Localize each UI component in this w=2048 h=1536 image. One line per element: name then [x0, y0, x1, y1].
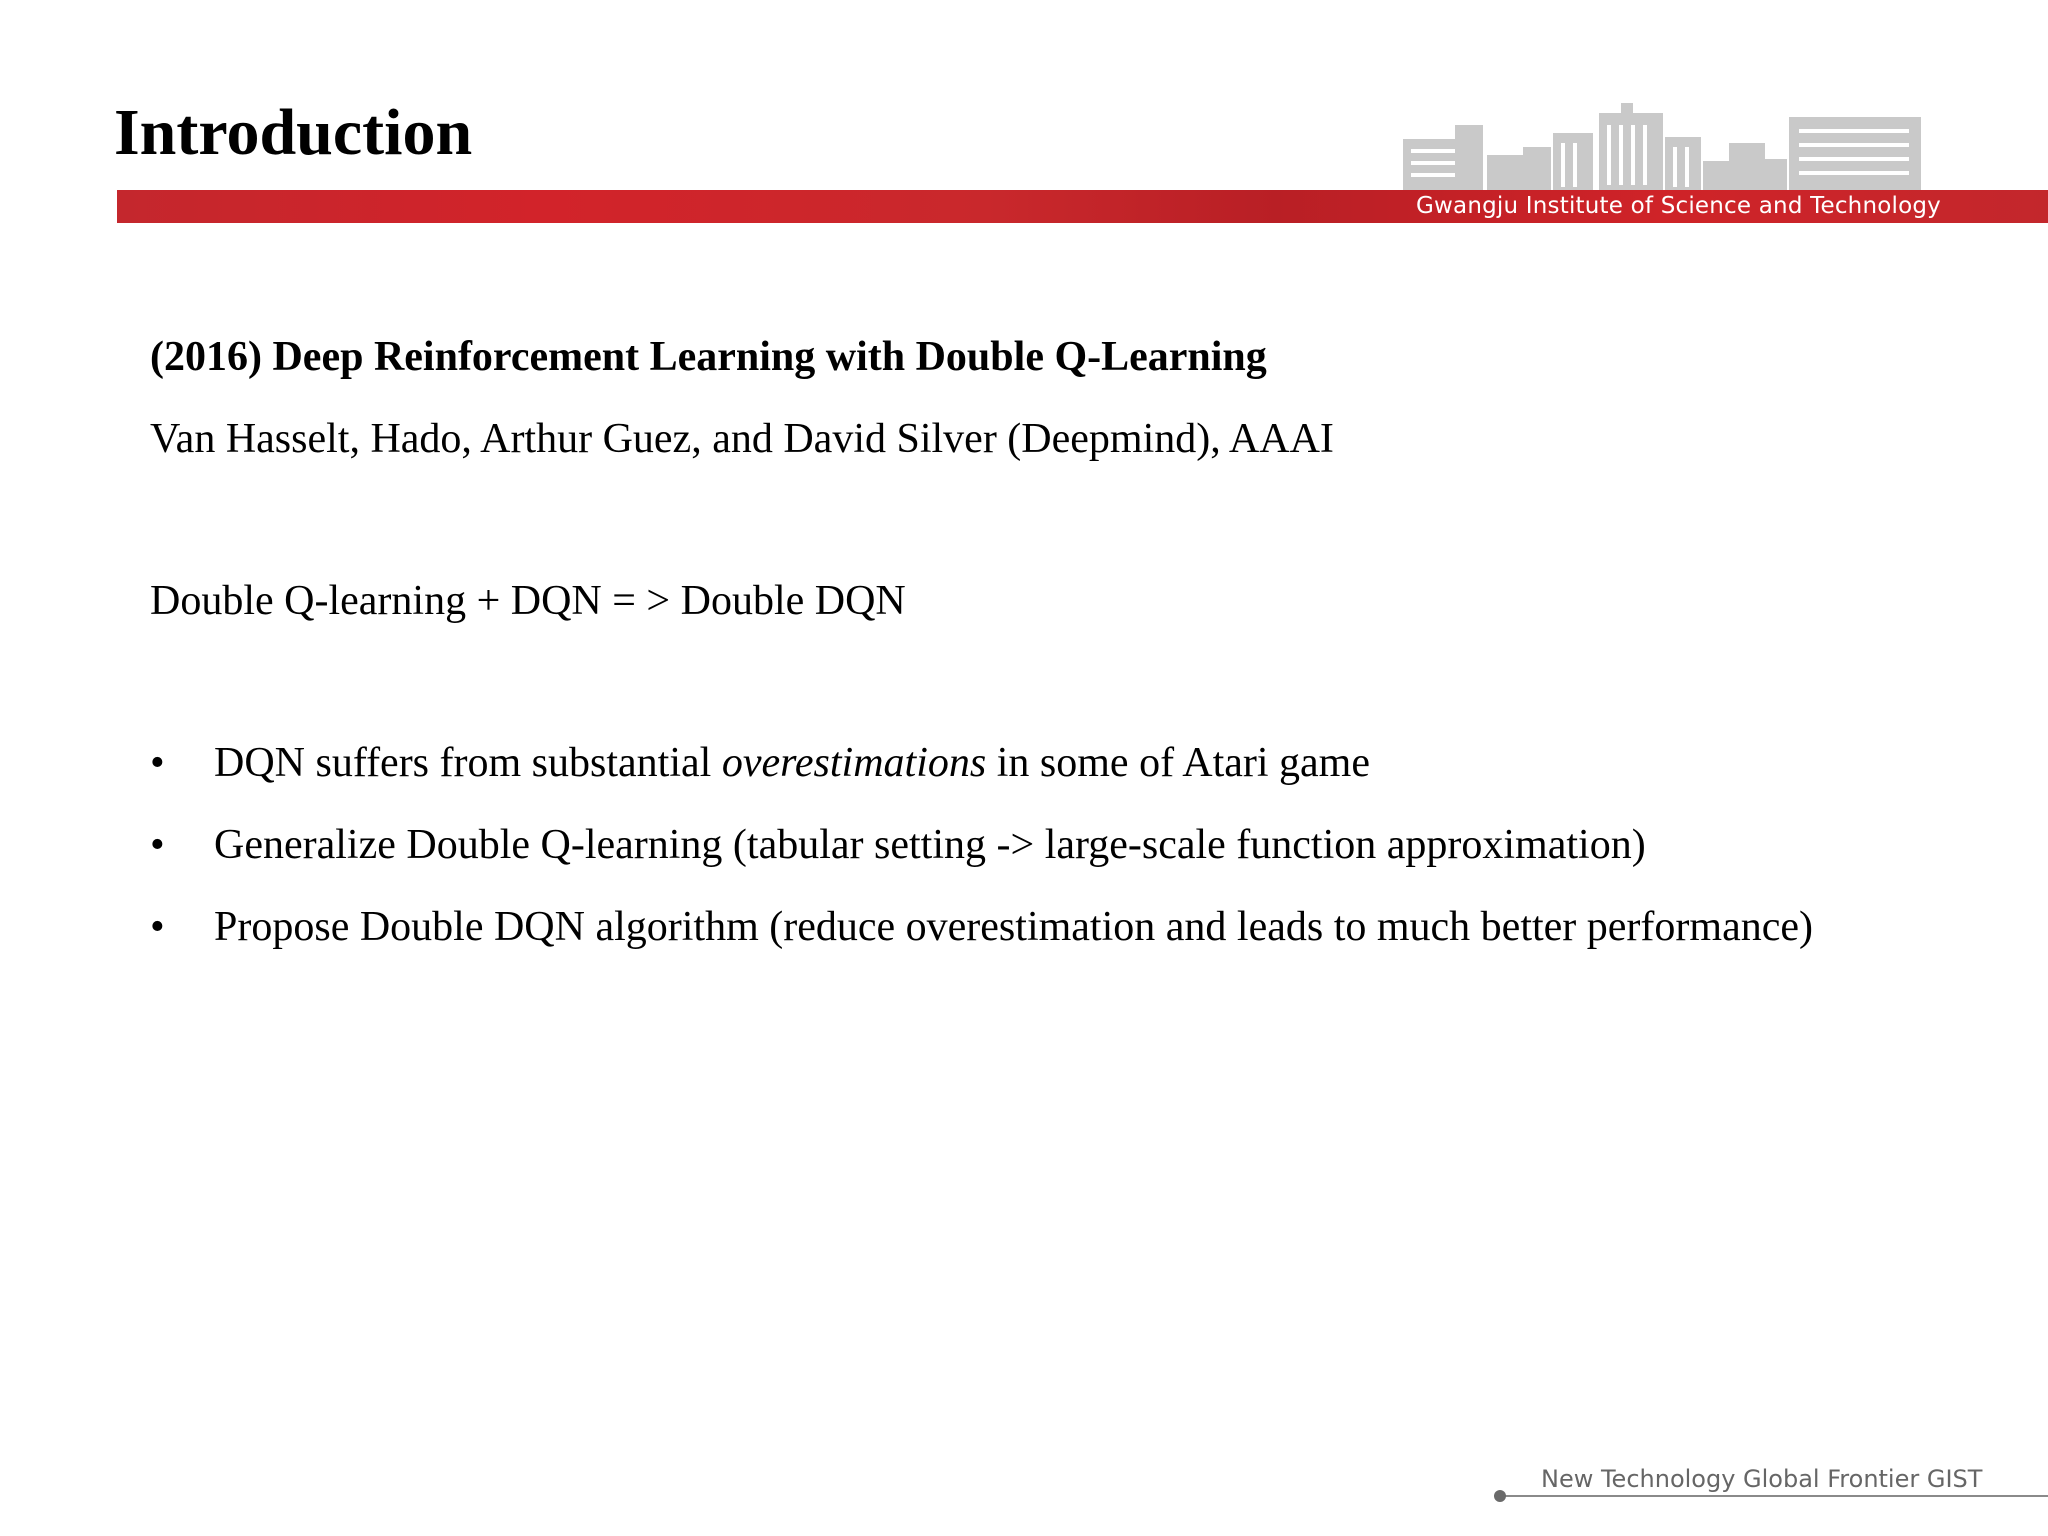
institution-name: Gwangju Institute of Science and Technology	[1416, 193, 1941, 219]
bullet-icon: •	[150, 740, 165, 786]
paper-authors: Van Hasselt, Hado, Arthur Guez, and David Silver (Deepmind), AAAI	[150, 416, 1334, 462]
campus-buildings-logo	[1403, 103, 1923, 191]
bullet-item	[150, 906, 2010, 948]
footer-divider	[1503, 1495, 2048, 1497]
bullet-text: in some of Atari game	[986, 740, 1370, 786]
bullet-item	[150, 742, 2010, 784]
bullet-list	[150, 742, 2010, 948]
paper-title: (2016) Deep Reinforcement Learning with Double Q-Learning	[150, 334, 1267, 380]
footer-dot-icon	[1494, 1490, 1506, 1502]
bullet-emphasis: overestimations	[721, 740, 987, 786]
method-equation: Double Q-learning + DQN = > Double DQN	[150, 578, 906, 624]
bullet-text: Generalize Double Q-learning (tabular setting -> large-scale function approximation)	[214, 822, 1646, 868]
slide-content	[150, 336, 2010, 988]
bullet-item	[150, 824, 2010, 866]
bullet-icon: •	[150, 904, 165, 950]
bullet-text: DQN suffers from substantial	[214, 740, 722, 786]
slide-title: Introduction	[114, 96, 473, 169]
footer-tagline: New Technology Global Frontier GIST	[1541, 1465, 1983, 1493]
bullet-icon: •	[150, 822, 165, 868]
bullet-text: Propose Double DQN algorithm (reduce overestimation and leads to much better performance)	[214, 904, 1813, 950]
